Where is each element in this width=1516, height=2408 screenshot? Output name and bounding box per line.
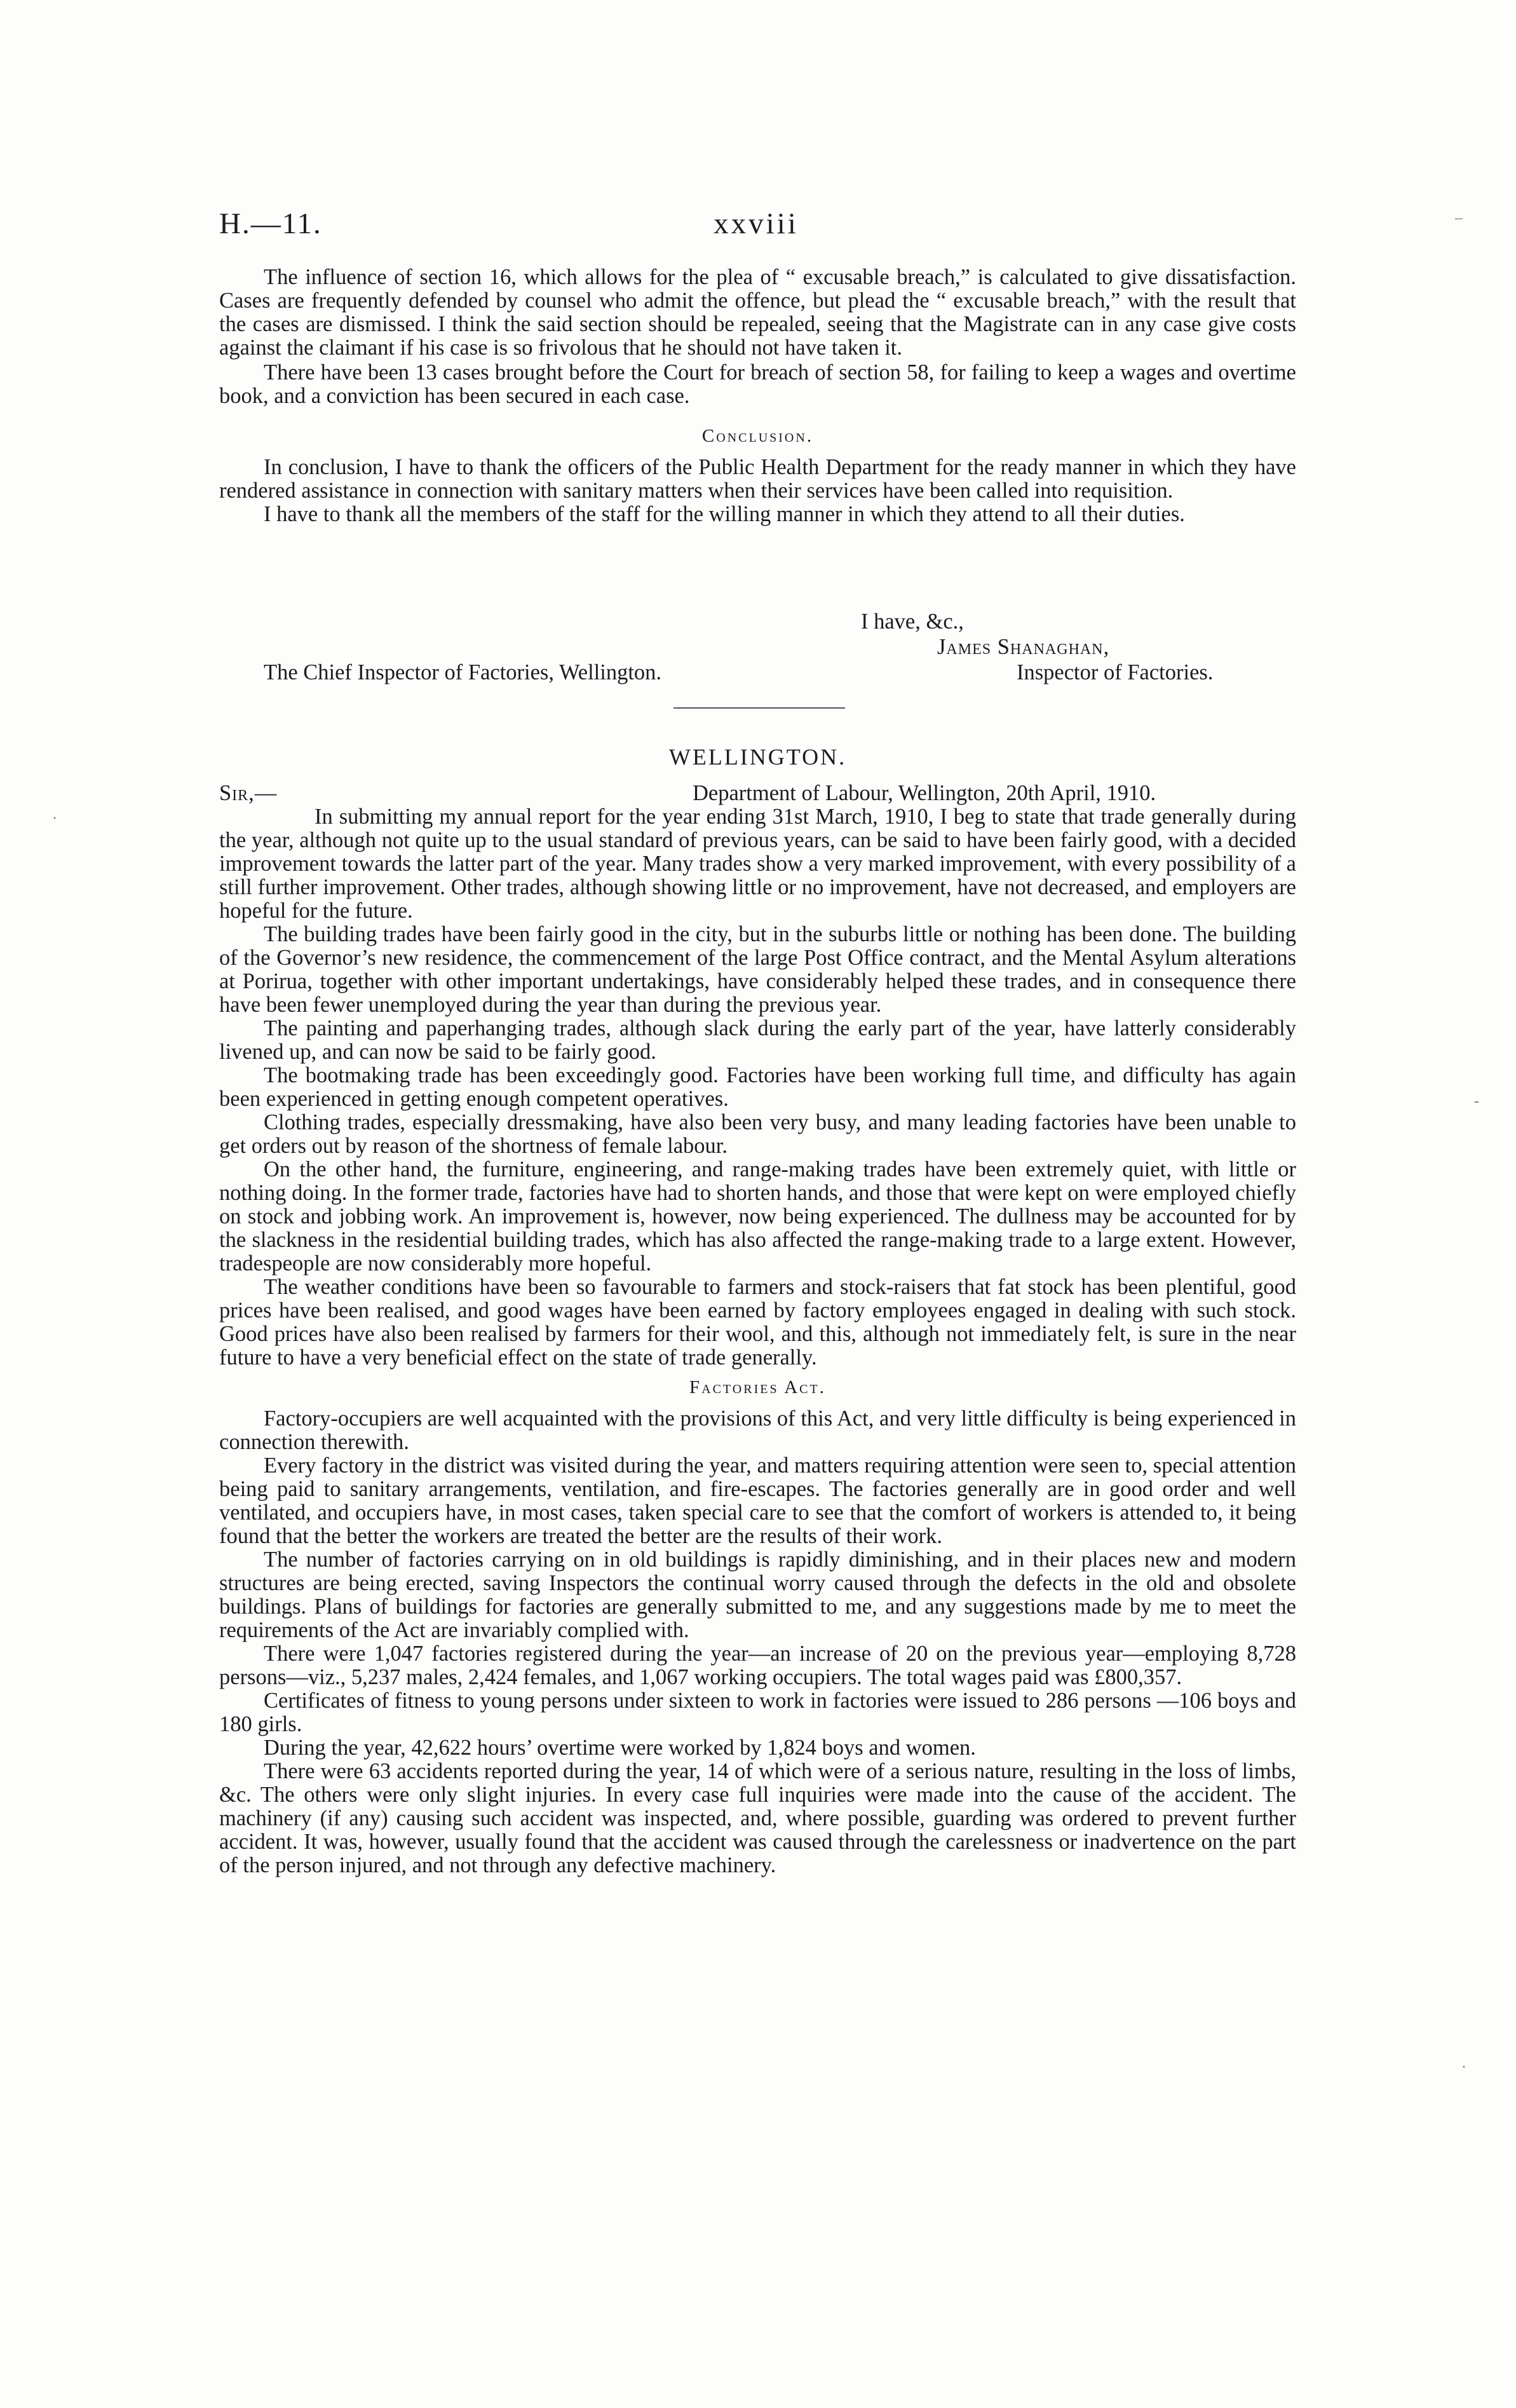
paragraph: There have been 13 cases brought before the Court for breach of section 58, for failing to keep a wages and overtime book, and a conviction has been secured in each case. [219, 360, 1296, 408]
paragraph: Certificates of fitness to young persons under sixteen to work in factories were issued to 286 persons —106 boys and 180 girls. [219, 1689, 1296, 1736]
paragraph: The number of factories carrying on in old buildings is rapidly diminishing, and in their places new and modern structures are being erected, saving Inspectors the continual worry caused through the defects in the old and obsolete buildings. Plans of buildings for factories are generally submitted to me, and any suggestions made by me to meet the requirements of the Act are invariably complied with. [219, 1548, 1296, 1642]
scan-mark: – [1455, 210, 1463, 226]
document-reference: H.—11. [219, 207, 322, 240]
salutation: Sir,— [219, 781, 278, 805]
paragraph: During the year, 42,622 hours’ overtime were worked by 1,824 boys and women. [264, 1736, 976, 1760]
paragraph: Every factory in the district was visited during the year, and matters requiring attention were seen to, special attention being paid to sanitary arrangements, ventilation, and fire-escapes. The factories generally are in good order and well ventilated, and occupiers have, in most cases, taken special care to see that the comfort of workers is attended to, it being found that the better the workers are treated the better are the results of their work. [219, 1453, 1296, 1548]
signatory-title: Inspector of Factories. [1017, 660, 1214, 684]
paragraph: Clothing trades, especially dressmaking, have also been very busy, and many leading factories have been unable to get orders out by reason of the shortness of female labour. [219, 1110, 1296, 1158]
paragraph: There were 1,047 factories registered during the year—an increase of 20 on the previous year—employing 8,728 persons—viz., 5,237 males, 2,424 females, and 1,067 working occupiers. The total wages paid was £800,357. [219, 1642, 1296, 1689]
page-number: xxviii [714, 207, 799, 240]
scan-mark: · [1461, 2059, 1466, 2076]
signatory-name: James Shanaghan, [937, 635, 1110, 659]
report-title: WELLINGTON. [668, 744, 847, 770]
dateline: Department of Labour, Wellington, 20th April, 1910. [693, 781, 1156, 805]
scan-mark: · [52, 810, 57, 827]
paragraph: In conclusion, I have to thank the officers of the Public Health Department for the ready manner in which they have rendered assistance in connection with sanitary matters when their services have been called into requisition. [219, 455, 1296, 503]
section-divider [673, 707, 845, 709]
paragraph: Factory-occupiers are well acquainted with the provisions of this Act, and very little difficulty is being experienced in connection therewith. [219, 1406, 1296, 1454]
addressee: The Chief Inspector of Factories, Wellington. [264, 660, 662, 684]
paragraph: The bootmaking trade has been exceedingly good. Factories have been working full time, and difficulty has again been experienced in getting enough competent operatives. [219, 1063, 1296, 1111]
closing-row [219, 610, 1296, 634]
paragraph: I have to thank all the members of the staff for the willing manner in which they attend to all their duties. [264, 502, 1185, 526]
salutation-row [219, 782, 1296, 805]
page-header [219, 207, 1293, 245]
scan-mark: - [1474, 1093, 1479, 1110]
intro-section [219, 266, 1296, 526]
paragraph: In submitting my annual report for the year ending 31st March, 1910, I beg to state that trade generally during the year, although not quite up to the usual standard of previous years, can be said to have been fairly good, with a decided improvement towards the latter part of the year. Many trades show a very marked improvement, with every possibility of a still further improvement. Other trades, although showing little or no improvement, have not decreased, and employers are hopeful for the future. [219, 805, 1296, 923]
paragraph: The painting and paperhanging trades, although slack during the early part of the year, have latterly considerably livened up, and can now be said to be fairly good. [219, 1016, 1296, 1064]
paragraph: The building trades have been fairly good in the city, but in the suburbs little or nothing has been done. The building of the Governor’s new residence, the commencement of the large Post Office contract, and the Mental Asylum alterations at Porirua, together with other important undertakings, have considerably helped these trades, and in consequence there have been fewer unemployed during the year than during the previous year. [219, 922, 1296, 1017]
wellington-report [219, 744, 1296, 1877]
section-heading-factories-act: Factories Act. [689, 1377, 826, 1398]
paragraph: The weather conditions have been so favourable to farmers and stock-raisers that fat stock has been plentiful, good prices have been realised, and good wages have been earned by factory employees engaged in dealing with such stock. Good prices have also been realised by farmers for their wool, and this, although not immediately felt, is sure in the near future to have a very beneficial effect on the state of trade generally. [219, 1275, 1296, 1370]
paragraph: On the other hand, the furniture, engineering, and range-making trades have been extremely quiet, with little or nothing doing. In the former trade, factories have had to shorten hands, and those that were kept on were employed chiefly on stock and jobbing work. An improvement is, however, now being experienced. The dullness may be accounted for by the slackness in the residential building trades, which has also affected the range-making trade to a large extent. However, tradespeople are now considerably more hopeful. [219, 1157, 1296, 1275]
signatory-row [219, 636, 1296, 659]
addressee-row [219, 661, 1296, 684]
section-heading-conclusion: Conclusion. [701, 426, 814, 446]
paragraph: The influence of section 16, which allows for the plea of “ excusable breach,” is calculated to give dissatisfaction. Cases are frequently defended by counsel who admit the offence, but plead the “ excusable breach,” with the result that the cases are dismissed. I think the said section should be repealed, seeing that the Magistrate can in any case give costs against the claimant if his case is so frivolous that he should not have taken it. [219, 265, 1296, 360]
closing: I have, &c., [861, 609, 964, 634]
paragraph: There were 63 accidents reported during the year, 14 of which were of a serious nature, resulting in the loss of limbs, &c. The others were only slight injuries. In every case full inquiries were made into the cause of the accident. The machinery (if any) causing such accident was inspected, and, where possible, guarding was ordered to prevent further accident. It was, however, usually found that the accident was caused through the carelessness or inadvertence on the part of the person injured, and not through any defective machinery. [219, 1759, 1296, 1877]
